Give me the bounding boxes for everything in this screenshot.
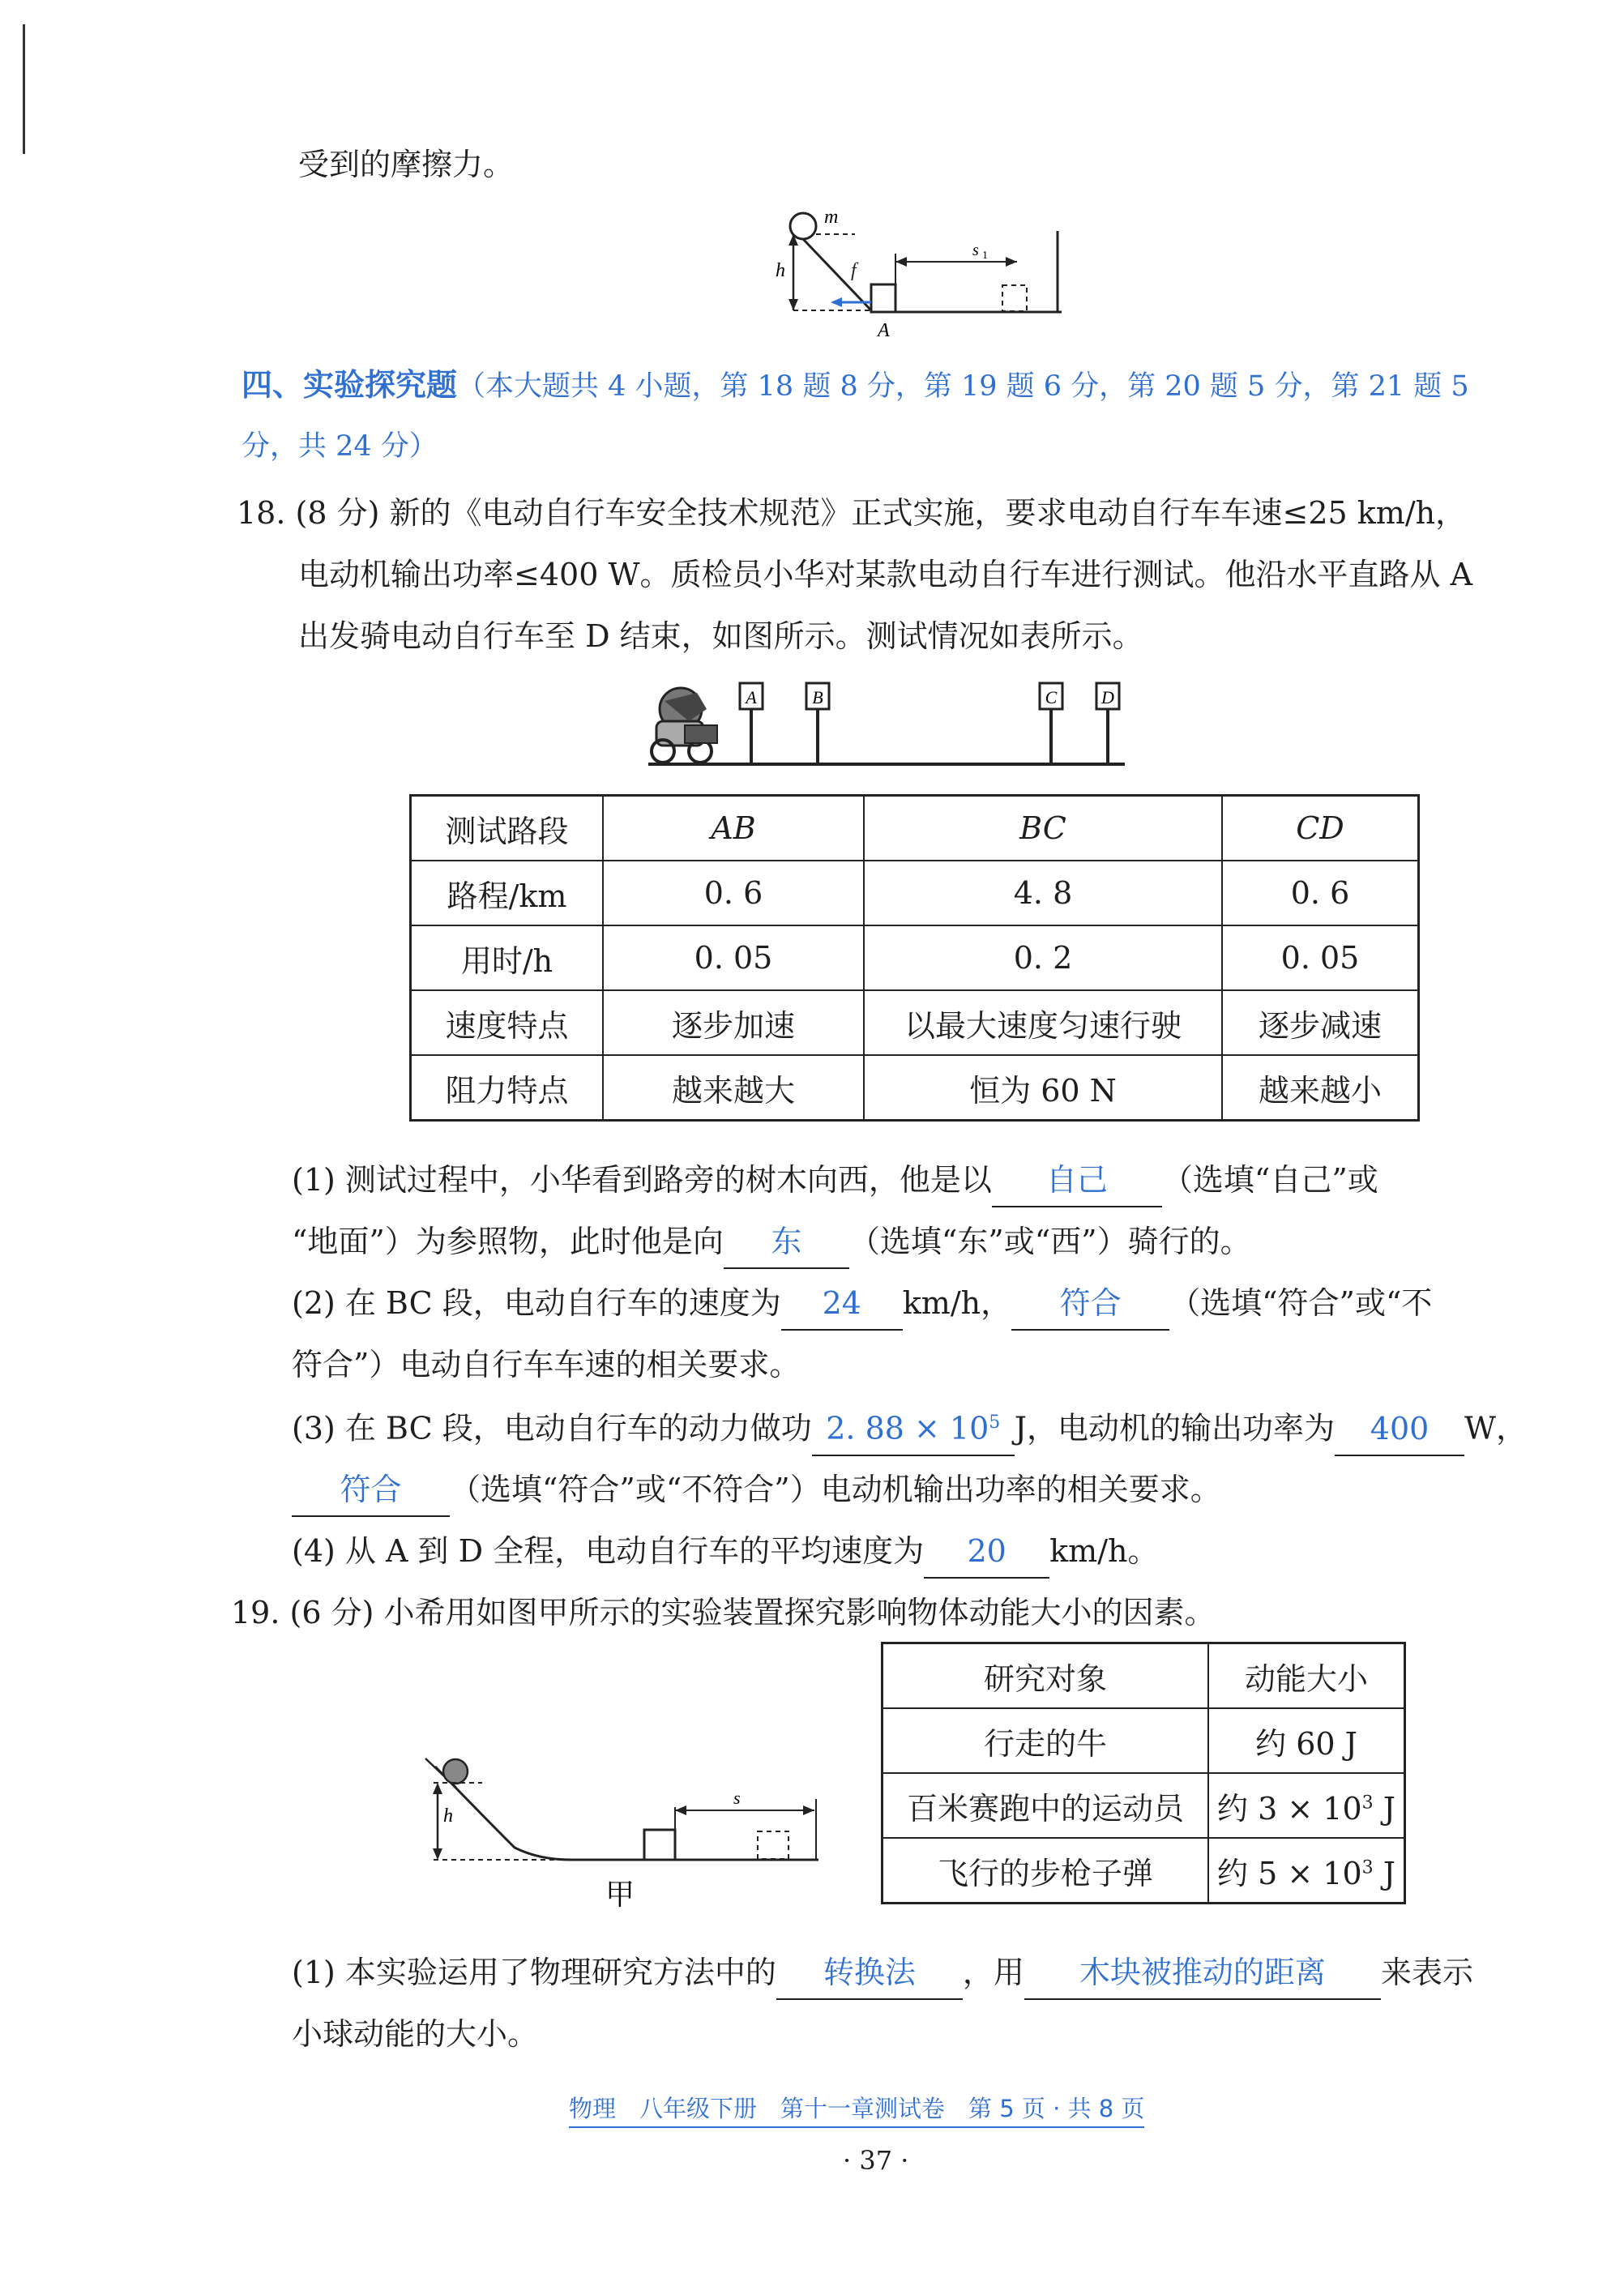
table-cell: AB [603,796,864,861]
sign-C: C [1045,687,1058,707]
table-row [883,1838,1405,1904]
table-cell: 约 $3 \times 10^3$ J [1208,1773,1405,1838]
table-cell: 以最大速度匀速行驶 [864,990,1222,1055]
label-f: f [851,260,857,281]
table-cell: 0. 05 [1222,925,1419,990]
q18-stem-line1: 18. (8 分) 新的《电动自行车安全技术规范》正式实施，要求电动自行车车速≤25 km/h， [237,495,1467,531]
answer-blank: 木块被推动的距离 [1024,1946,1381,2000]
table-cell: 逐步减速 [1222,990,1419,1055]
q19-stem: 19. (6 分) 小希用如图甲所示的实验装置探究影响物体动能大小的因素。 [231,1595,1216,1630]
table-cell: 逐步加速 [603,990,864,1055]
table-row [411,861,1419,925]
table-cell: 百米赛跑中的运动员 [883,1773,1209,1838]
road-figure [640,677,1135,770]
answer-blank: 符合 [292,1464,450,1517]
top-line: 受到的摩擦力。 [298,147,515,182]
table-row [411,990,1419,1055]
table-cell: 0. 2 [864,925,1222,990]
q18-p2-line1: (2) 在 BC 段，电动自行车的速度为 24 km/h， 符合 （选填“符合”或“不 [292,1272,1432,1334]
label-m: m [824,207,839,228]
q18-stem-line2: 电动机输出功率≤400 W。质检员小华对某款电动自行车进行测试。他沿水平直路从 A [298,557,1473,592]
fig-label-h: h [443,1805,453,1827]
table-cell: 行走的牛 [883,1708,1209,1773]
q19-p1-line1: (1) 本实验运用了物理研究方法中的 转换法 ，用 木块被推动的距离 来表示 [292,1942,1473,2003]
q18-p3-line1: (3) 在 BC 段，电动自行车的动力做功 2. $88 \times 10^5$ J，电动机的输出功率为 400 W， [292,1397,1527,1459]
q18-p1-line2: “地面”）为参照物，此时他是向 东 （选填“东”或“西”）骑行的。 [292,1211,1251,1272]
label-A: A [878,320,890,340]
table-cell: 用时/h [411,925,604,990]
table-header-row [411,796,1419,861]
figure-jia [417,1734,823,1921]
cyclist-figure [652,688,717,763]
q18-table [409,794,1420,1122]
table-row [411,925,1419,990]
q18-p1-line1: (1) 测试过程中，小华看到路旁的树木向西，他是以 自己 （选填“自己”或 [292,1149,1378,1211]
table-cell: 约 $5 \times 10^3$ J [1208,1838,1405,1904]
table-cell: 研究对象 [883,1643,1209,1709]
table-cell: 越来越大 [603,1055,864,1121]
table-cell: 动能大小 [1208,1643,1405,1709]
table-cell: 速度特点 [411,990,604,1055]
answer-blank: 2. $88 \times 10^5$ [812,1397,1015,1456]
diagram-friction [774,207,1066,340]
table-cell: 路程/km [411,861,604,925]
table-row [883,1708,1405,1773]
answer-blank: 24 [781,1277,903,1331]
q19-table [881,1642,1406,1904]
label-h: h [776,260,785,281]
table-cell: 飞行的步枪子弹 [883,1838,1209,1904]
svg-text:1: 1 [982,250,988,262]
table-row [411,1055,1419,1121]
section4-title: 四、实验探究题 [241,367,458,403]
table-cell: BC [864,796,1222,861]
fig-caption: 甲 [605,1878,635,1912]
section4-note1: （本大题共 4 小题，第 18 题 8 分，第 19 题 6 分，第 20 题 5 分，第 21 题 5 [457,370,1469,403]
sign-A: A [746,687,757,707]
answer-blank: 400 [1335,1403,1464,1456]
fig-label-s: s [733,1788,741,1808]
label-s1: s [972,241,979,259]
q18-p3-line2: 符合 （选填“符合”或“不符合”）电动机输出功率的相关要求。 [292,1459,1221,1520]
answer-blank: 20 [924,1525,1049,1579]
table-cell: 测试路段 [411,796,604,861]
table-cell: CD [1222,796,1419,861]
table-cell: 0. 05 [603,925,864,990]
table-header-row [883,1643,1405,1709]
section4-line1 [241,354,1469,417]
table-cell: 越来越小 [1222,1055,1419,1121]
q18-p2-line2: 符合”）电动自行车车速的相关要求。 [292,1347,801,1382]
binding-line [23,24,25,154]
answer-blank: 自己 [992,1154,1162,1207]
table-cell: 约 60 J [1208,1708,1405,1773]
table-cell: 4. 8 [864,861,1222,925]
q19-p1-line2: 小球动能的大小。 [292,2016,539,2052]
sign-B: B [812,687,823,707]
page-number: · 37 · [843,2145,909,2176]
answer-blank: 符合 [1011,1277,1169,1331]
answer-blank: 转换法 [776,1946,963,2000]
section4-note2: 分，共 24 分） [241,430,438,463]
table-cell: 恒为 60 N [864,1055,1222,1121]
table-cell: 阻力特点 [411,1055,604,1121]
q18-stem-line3: 出发骑电动自行车至 D 结束，如图所示。测试情况如表所示。 [298,618,1143,654]
q18-p4: (4) 从 A 到 D 全程，电动自行车的平均速度为 20 km/h。 [292,1520,1158,1582]
sign-D: D [1101,687,1114,707]
table-cell: 0. 6 [1222,861,1419,925]
footer-line: 物理 八年级下册 第十一章测试卷 第 5 页 · 共 8 页 [569,2091,1144,2128]
answer-blank: 东 [724,1216,849,1269]
table-row [883,1773,1405,1838]
table-cell: 0. 6 [603,861,864,925]
